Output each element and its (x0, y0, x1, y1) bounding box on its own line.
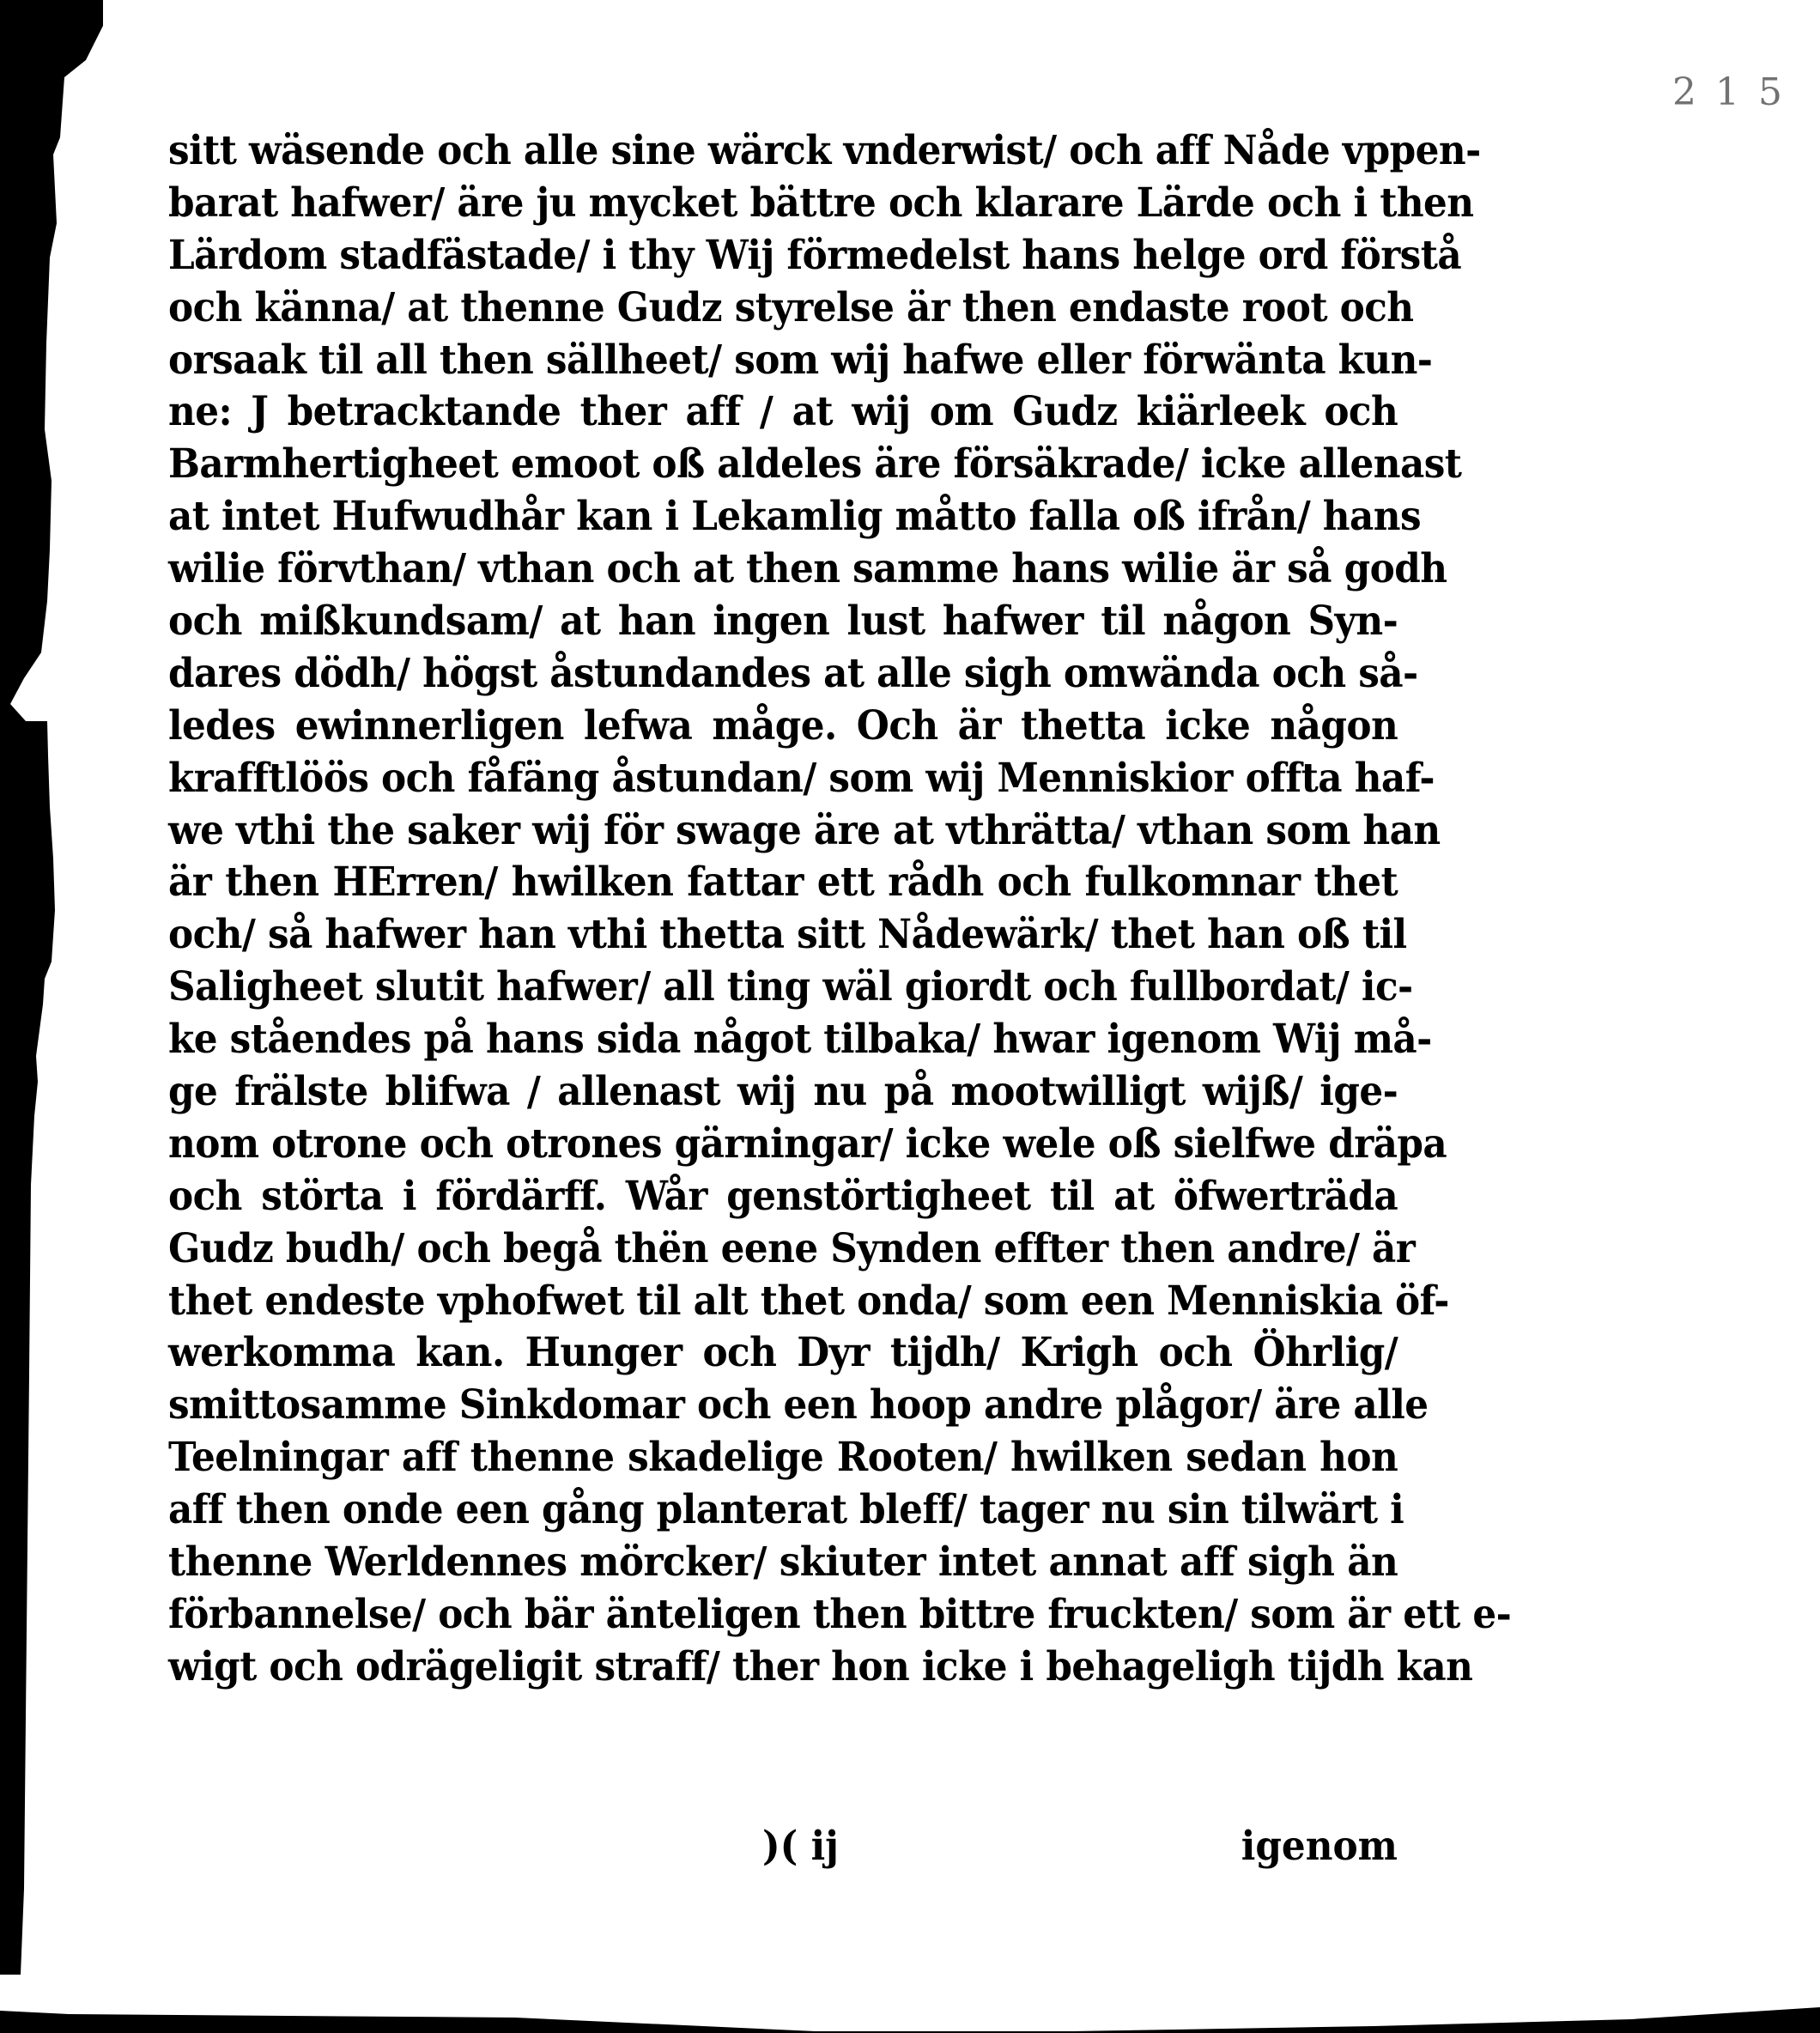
page-number: 215 (1672, 70, 1801, 114)
text-line: werkomma kan. Hunger och Dyr tijdh/ Krigh och Öhrlig/ (168, 1329, 1398, 1377)
text-line: och/ så hafwer han vthi thetta sitt Nådewärk/ thet han oß til (168, 911, 1407, 959)
text-line: ledes ewinnerligen lefwa måge. Och är thetta icke någon (168, 701, 1398, 749)
text-line: aff then onde een gång planterat bleff/ tager nu sin tilwärt i (168, 1486, 1404, 1534)
text-line: dares dödh/ högst åstundandes at alle sigh omwända och så- (168, 649, 1418, 697)
text-line: Barmhertigheet emoot oß aldeles äre försäkrade/ icke allenast (168, 440, 1462, 489)
text-line: wigt och odrägeligit straff/ ther hon icke i behageligh tijdh kan (168, 1642, 1473, 1690)
text-line: wilie förvthan/ vthan och at then samme hans wilie är så godh (168, 545, 1447, 593)
text-line: krafftlöös och fåfäng åstundan/ som wij Menniskior offta haf- (168, 754, 1435, 802)
binding-edge-shadow (0, 0, 103, 1975)
text-line: och mißkundsam/ at han ingen lust hafwer til någon Syn- (168, 598, 1398, 646)
page-footer (168, 1818, 1398, 1875)
text-line: at intet Hufwudhår kan i Lekamlig måtto falla oß ifrån/ hans (168, 493, 1422, 541)
text-line: Gudz budh/ och begå thën eene Synden effter then andre/ är (168, 1224, 1416, 1272)
text-line: barat hafwer/ äre ju mycket bättre och klarare Lärde och i then (168, 179, 1474, 227)
text-line: är then HErren/ hwilken fattar ett rådh och fulkomnar thet (168, 859, 1398, 907)
text-line: we vthi the saker wij för swage äre at vthrätta/ vthan som han (168, 806, 1441, 854)
text-line: ge frälste blifwa / allenast wij nu på mootwilligt wijß/ ige- (168, 1068, 1398, 1116)
body-text (168, 125, 1512, 1694)
catchword: igenom (1241, 1823, 1398, 1870)
text-line: och störta i fördärff. Wår genstörtigheet til at öfwerträda (168, 1172, 1398, 1220)
text-line: ne: J betracktande ther aff / at wij om Gudz kiärleek och (168, 388, 1398, 436)
text-line: ke ståendes på hans sida något tilbaka/ hwar igenom Wij må- (168, 1016, 1432, 1064)
text-line: och känna/ at thenne Gudz styrelse är then endaste root och (168, 283, 1414, 331)
text-line: orsaak til all then sällheet/ som wij hafwe eller förwänta kun- (168, 336, 1433, 384)
text-line: förbannelse/ och bär änteligen then bittre fruckten/ som är ett e- (168, 1590, 1512, 1638)
signature-mark: )( ij (762, 1823, 840, 1870)
text-line: smittosamme Sinkdomar och een hoop andre plågor/ äre alle (168, 1381, 1429, 1429)
text-line: nom otrone och otrones gärningar/ icke wele oß sielfwe dräpa (168, 1120, 1447, 1168)
text-line: Lärdom stadfästade/ i thy Wij förmedelst hans helge ord förstå (168, 231, 1462, 279)
text-line: thenne Werldennes mörcker/ skiuter intet annat aff sigh än (168, 1538, 1398, 1587)
text-line: Saligheet slutit hafwer/ all ting wäl giordt och fullbordat/ ic- (168, 963, 1413, 1011)
bottom-edge-shadow (0, 2007, 1820, 2033)
text-line: thet endeste vphofwet til alt thet onda/ som een Menniskia öf- (168, 1277, 1449, 1325)
text-line: Teelningar aff thenne skadelige Rooten/ hwilken sedan hon (168, 1434, 1398, 1482)
text-line: sitt wäsende och alle sine wärck vnderwist/ och aff Nåde vppen- (168, 127, 1481, 174)
